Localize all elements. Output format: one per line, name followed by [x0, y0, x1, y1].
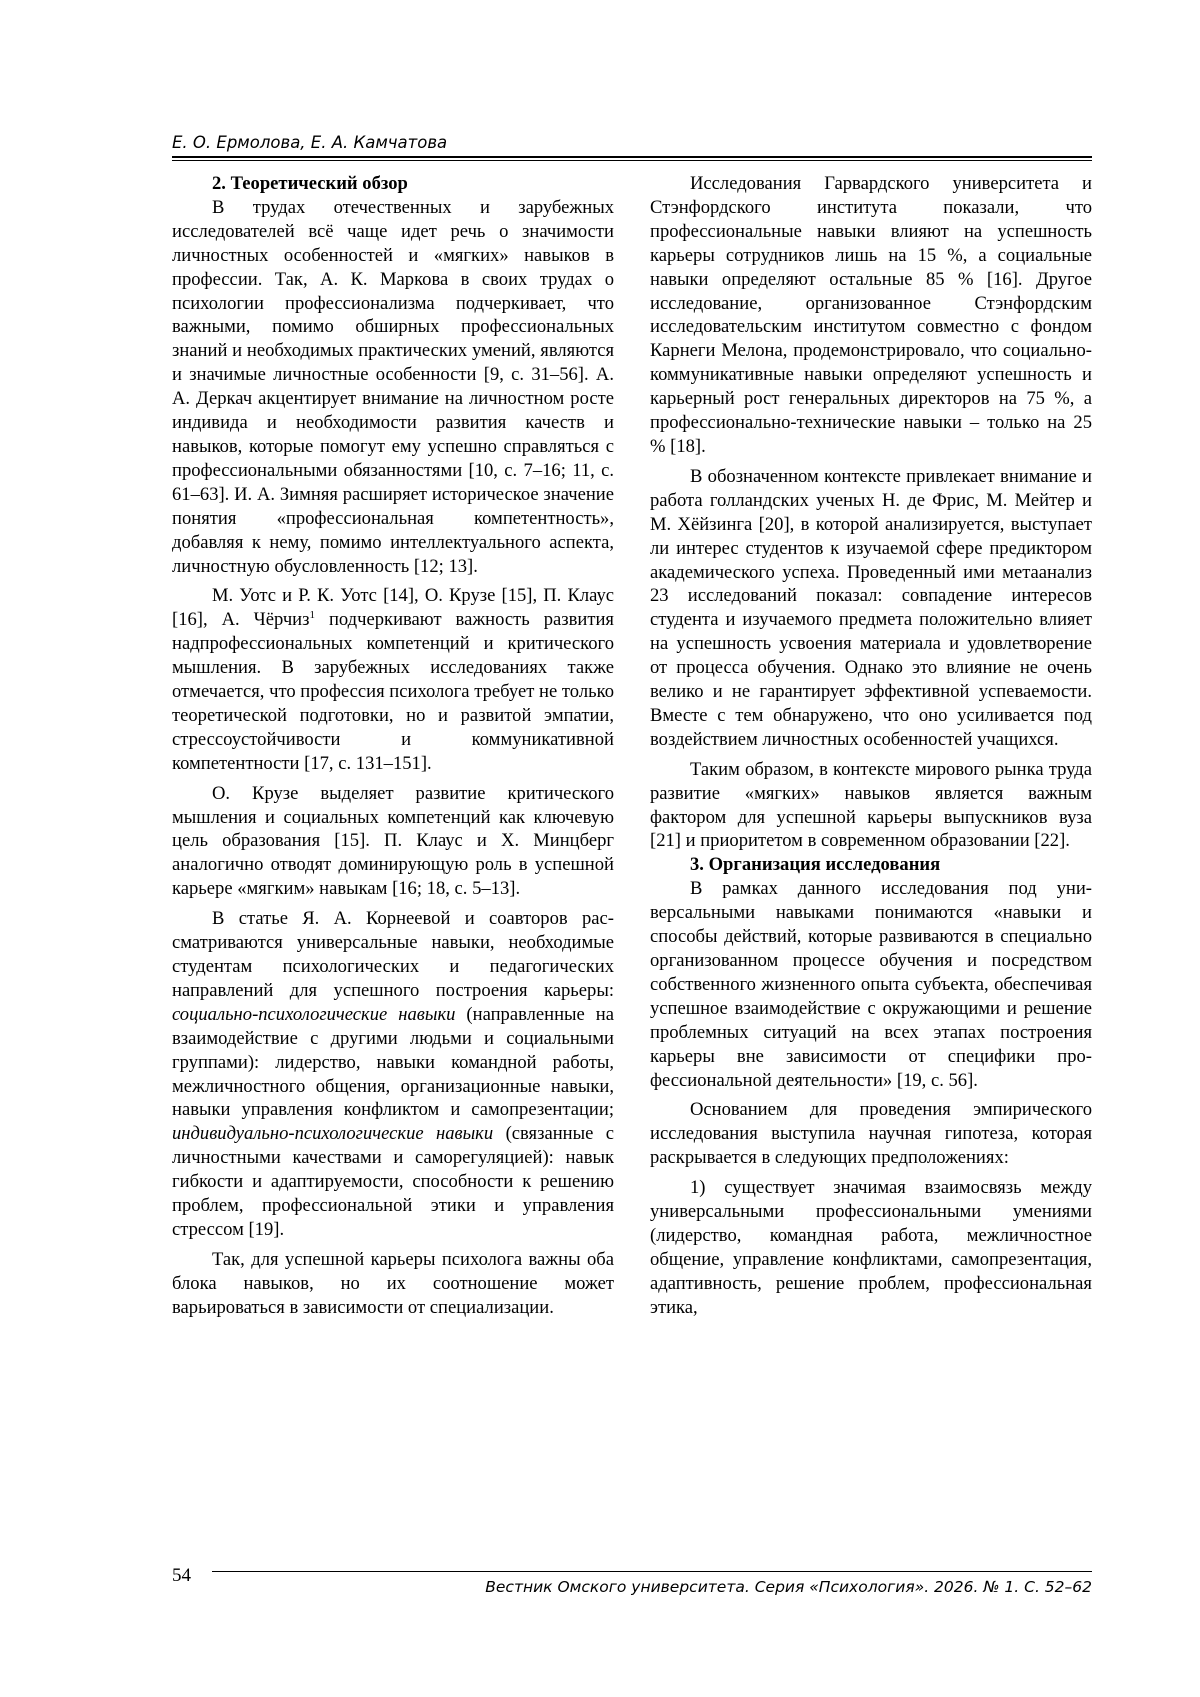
- footer-journal-citation: Вестник Омского университета. Серия «Психология». 2026. № 1. С. 52–62: [485, 1578, 1092, 1596]
- paragraph: М. Уотс и Р. К. Уотс [14], О. Крузе [15], П. Клаус [16], А. Чёрчиз$^1$ подчеркивают важность развития надпрофессиональных компетенций и критического мышления. В зарубежных исследованиях также отмечается, что профессия психолога требует не только теоретической подготовки, но и развитой эмпатии, стрессоустойчивости и коммуникативной компетентности [17, с. 131–151].: [172, 585, 614, 774]
- italic-term: социально-психологические навыки: [172, 1003, 456, 1025]
- paragraph: Основанием для проведения эмпирического исследования выступила научная гипотеза, которая раскрывается в следующих предположениях:: [650, 1099, 1092, 1169]
- header-rule: [172, 156, 1092, 158]
- footnote-marker: 1: [309, 609, 315, 622]
- header-authors: Е. О. Ермолова, Е. А. Камчатова: [172, 133, 448, 152]
- right-column: [650, 172, 1092, 1320]
- paragraph: В обозначенном контексте привлекает внимание и работа голландских ученых Н. де Фрис, М. Мейтер и М. Хёйзинга [20], в которой анализируется, выступает ли интерес студентов к изучаемой сфере предиктором академического успеха. Проведенный ими метаанализ 23 исследований показал: совпадение интересов студента и изучаемого предмета положительно влияет на успешность усвоения материала и удовлетворение от процесса обучения. Однако это влияние не очень велико и не гарантирует эффективной успеваемости. Вместе с тем обнаружено, что оно усиливается под воздействием личностных особенностей учащихся.: [650, 465, 1092, 750]
- paragraph: В статье Я. А. Корнеевой и соавторов рассматриваются универсальные навыки, необходимые студентам психологических и педагогических направлений для успешного построения карьеры: социально-психологические навыки (направленные на взаимодействие с другими людьми и социальными группами): лидерство, навыки командной работы, межличностного общения, организационные навыки, навыки управления конфликтом и самопрезентации; индивидуально-психологические навыки (связанные с личностными качествами и саморегуляцией): навык гибкости и адаптируемости, способности к решению проблем, профессиональной этики и управления стрессом [19].: [172, 908, 614, 1240]
- italic-term: индивидуально-психологические навыки: [172, 1123, 494, 1145]
- paragraph: В трудах отечественных и зарубежных исследователей всё чаще идет речь о значимости личностных особенностей и «мягких» навыков в профессии. Так, А. К. Маркова в своих трудах о психологии профессионализма подчеркивает, что важными, помимо обширных профессиональных знаний и необходимых практических умений, являются и значимые личностные особенности [9, с. 31–56]. А. А. Деркач акцентирует внимание на личностном росте индивида и необходимости развития качеств и навыков, которые помогут ему успешно справляться с профессиональными обязанностями [10, с. 7–16; 11, с. 61–63]. И. А. Зимняя расширяет историческое значение понятия «профессиональная компетентность», добавляя к нему, помимо интеллектуального аспекта, личностную обусловленность [12; 13].: [172, 196, 614, 577]
- paragraph: Таким образом, в контексте мирового рынка труда развитие «мягких» навыков является важным фактором для успешной карьеры выпускников вуза [21] и приоритетом в современном образовании [22].: [650, 758, 1092, 852]
- paragraph: В рамках данного исследования под универсальными навыками понимаются «навыки и способы действий, которые развиваются в специально организованном процессе обучения и посредством собственного жизненного опыта субъекта, обеспечивая успешное взаимодействие с окружающими и решение проблемных ситуаций на всех этапах построения карьеры вне зависимости от специфики профессиональной деятельности» [19, с. 56].: [650, 878, 1092, 1091]
- section-heading-theory: 2. Теоретический обзор: [212, 173, 408, 194]
- section-heading-organization: 3. Организация исследования: [690, 854, 941, 876]
- paragraph: Исследования Гарвардского университета и Стэнфордского института показали, что профессиональные навыки влияют на успешность карьеры сотрудников лишь на 15 %, а социальные навыки определяют остальные 85 % [16]. Другое исследование, организованное Стэнфордским исследовательским институтом совместно с фондом Карнеги Мелона, продемонстрировало, что социально-коммуникативные навыки определяют успешность и карьерный рост генеральных директоров на 75 %, а профессионально-технические навыки – только на 25 % [18].: [650, 173, 1092, 457]
- running-header: [172, 133, 1092, 153]
- left-column: [172, 172, 614, 1320]
- paragraph: Так, для успешной карьеры психолога важны оба блока навыков, но их соотношение может варьироваться в зависимости от специализации.: [172, 1248, 614, 1318]
- footer-rule: [212, 1571, 1092, 1572]
- paragraph: О. Крузе выделяет развитие критического мышления и социальных компетенций как ключевую цель образования [15]. П. Клаус и Х. Минцберг аналогично отводят доминирующую роль в успешной карьере «мягким» навыкам [16; 18, с. 5–13].: [172, 782, 614, 900]
- paragraph: 1) существует значимая взаимосвязь между универсальными профессиональными умениями (лидерство, командная работа, межличностное общение, управление конфликтами, самопрезентация, адаптивность, решение проблем, профессиональная этика,: [650, 1177, 1092, 1318]
- page-number: 54: [172, 1565, 191, 1586]
- header-rule-thin: [172, 160, 1092, 161]
